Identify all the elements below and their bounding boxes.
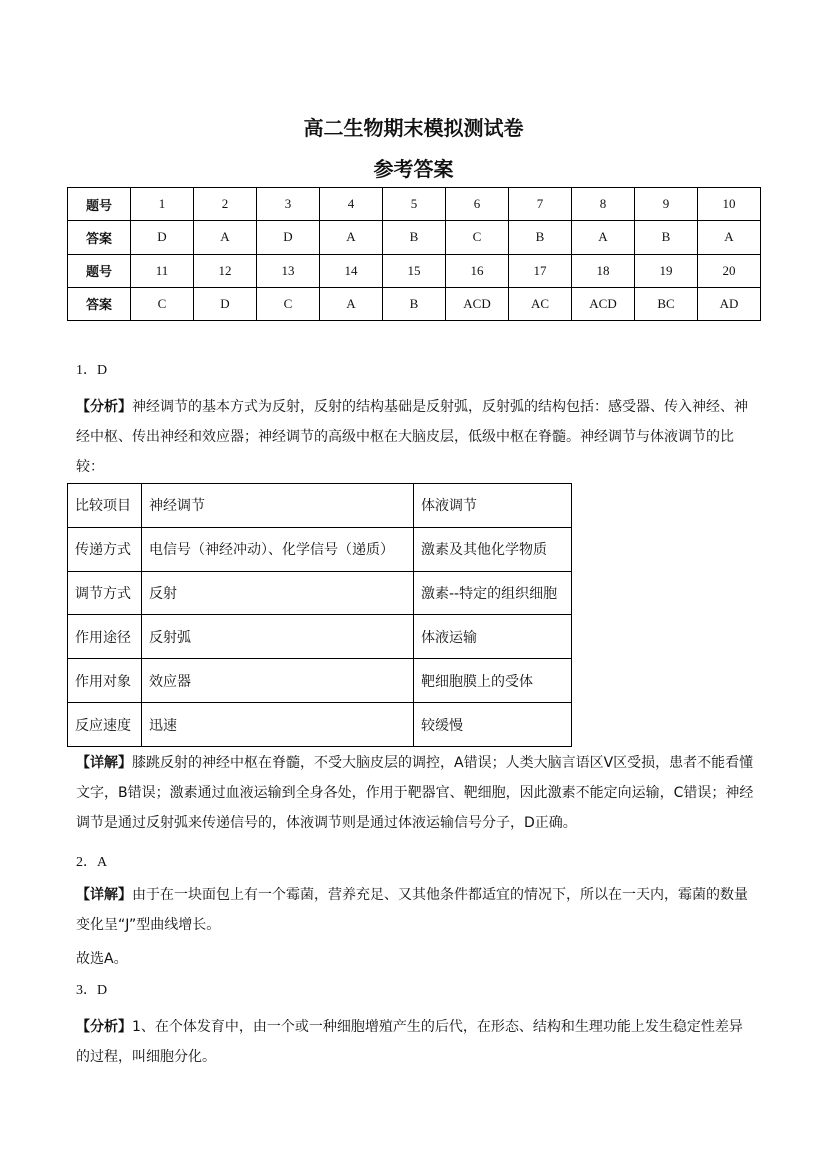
question-number: 17 <box>509 254 572 287</box>
detail-text: 膝跳反射的神经中枢在脊髓，不受大脑皮层的调控，A错误；人类大脑言语区V区受损，患者不能看懂文字，B错误；激素通过血液运输到全身各处，作用于靶器官、靶细胞，因此激素不能定向运输，C错误；神经调节是通过反射弧来传递信号的，体液调节则是通过体液运输信号分子，D正确。 <box>76 755 754 831</box>
table-cell: 激素及其他化学物质 <box>414 527 572 571</box>
table-cell: 较缓慢 <box>414 703 572 747</box>
question-1-detail <box>76 748 756 838</box>
answer-cell: AC <box>509 287 572 320</box>
answer-cell: AD <box>698 287 761 320</box>
question-number: 7 <box>509 188 572 221</box>
question-number: 6 <box>446 188 509 221</box>
answer-cell: ACD <box>446 287 509 320</box>
answer-cell: A <box>320 287 383 320</box>
analysis-text: 1、在个体发育中，由一个或一种细胞增殖产生的后代，在形态、结构和生理功能上发生稳定性差异的过程，叫细胞分化。 <box>76 1019 743 1065</box>
comparison-table <box>67 483 572 747</box>
question-number: 12 <box>194 254 257 287</box>
table-row <box>68 188 761 221</box>
answer-cell: BC <box>635 287 698 320</box>
answer-cell: A <box>698 221 761 254</box>
table-cell: 神经调节 <box>142 484 414 528</box>
question-number: 15 <box>383 254 446 287</box>
question-number: 2 <box>194 188 257 221</box>
table-cell: 作用途径 <box>68 615 142 659</box>
table-cell: 反射 <box>142 571 414 615</box>
row-label-answer: 答案 <box>68 287 131 320</box>
table-cell: 传递方式 <box>68 527 142 571</box>
table-cell: 反射弧 <box>142 615 414 659</box>
page-title: 高二生物期末模拟测试卷 <box>303 116 524 140</box>
answer-cell: C <box>131 287 194 320</box>
analysis-tag: 【分析】 <box>76 399 132 415</box>
question-number: 19 <box>635 254 698 287</box>
detail-tag: 【详解】 <box>76 887 132 903</box>
table-cell: 激素--特定的组织细胞 <box>414 571 572 615</box>
answer-cell: A <box>320 221 383 254</box>
question-2-conclusion: 故选A。 <box>76 951 128 967</box>
answer-cell: ACD <box>572 287 635 320</box>
answer-cell: B <box>635 221 698 254</box>
question-number: 10 <box>698 188 761 221</box>
table-cell: 迅速 <box>142 703 414 747</box>
question-number: 18 <box>572 254 635 287</box>
question-number: 4 <box>320 188 383 221</box>
answer-cell: B <box>383 221 446 254</box>
detail-text: 由于在一块面包上有一个霉菌，营养充足、又其他条件都适宜的情况下，所以在一天内，霉菌的数量变化呈“J”型曲线增长。 <box>76 887 748 933</box>
question-number: 16 <box>446 254 509 287</box>
table-row <box>68 287 761 320</box>
question-2-detail <box>76 880 756 940</box>
answer-cell: C <box>446 221 509 254</box>
table-cell: 效应器 <box>142 659 414 703</box>
table-cell: 调节方式 <box>68 571 142 615</box>
table-row <box>68 527 572 571</box>
answer-cell: D <box>131 221 194 254</box>
row-label-answer: 答案 <box>68 221 131 254</box>
row-label-number: 题号 <box>68 188 131 221</box>
question-1-analysis <box>76 392 756 482</box>
answer-cell: B <box>383 287 446 320</box>
table-row <box>68 254 761 287</box>
answer-cell: D <box>257 221 320 254</box>
answer-key-table <box>67 187 761 321</box>
answer-cell: D <box>194 287 257 320</box>
question-number: 8 <box>572 188 635 221</box>
table-row <box>68 571 572 615</box>
table-cell: 作用对象 <box>68 659 142 703</box>
table-row <box>68 484 572 528</box>
question-number: 20 <box>698 254 761 287</box>
question-number: 9 <box>635 188 698 221</box>
question-number: 13 <box>257 254 320 287</box>
question-number: 11 <box>131 254 194 287</box>
table-row <box>68 703 572 747</box>
table-cell: 反应速度 <box>68 703 142 747</box>
table-cell: 靶细胞膜上的受体 <box>414 659 572 703</box>
analysis-text: 神经调节的基本方式为反射，反射的结构基础是反射弧，反射弧的结构包括：感受器、传入神经、神经中枢、传出神经和效应器；神经调节的高级中枢在大脑皮层，低级中枢在脊髓。神经调节与体液调节的比较： <box>76 399 748 475</box>
page-subtitle: 参考答案 <box>373 157 454 181</box>
table-row <box>68 615 572 659</box>
answer-cell: C <box>257 287 320 320</box>
question-3-analysis <box>76 1012 756 1072</box>
question-number: 1 <box>131 188 194 221</box>
table-row <box>68 221 761 254</box>
question-3-heading: 3．D <box>76 983 108 998</box>
answer-cell: A <box>194 221 257 254</box>
question-number: 5 <box>383 188 446 221</box>
answer-cell: B <box>509 221 572 254</box>
table-cell: 电信号（神经冲动）、化学信号（递质） <box>142 527 414 571</box>
table-cell: 比较项目 <box>68 484 142 528</box>
question-2-heading: 2．A <box>76 855 108 870</box>
question-number: 14 <box>320 254 383 287</box>
row-label-number: 题号 <box>68 254 131 287</box>
analysis-tag: 【分析】 <box>76 1019 132 1035</box>
question-1-heading: 1．D <box>76 363 108 378</box>
answer-cell: A <box>572 221 635 254</box>
table-cell: 体液调节 <box>414 484 572 528</box>
table-cell: 体液运输 <box>414 615 572 659</box>
question-number: 3 <box>257 188 320 221</box>
table-row <box>68 659 572 703</box>
detail-tag: 【详解】 <box>76 755 132 771</box>
